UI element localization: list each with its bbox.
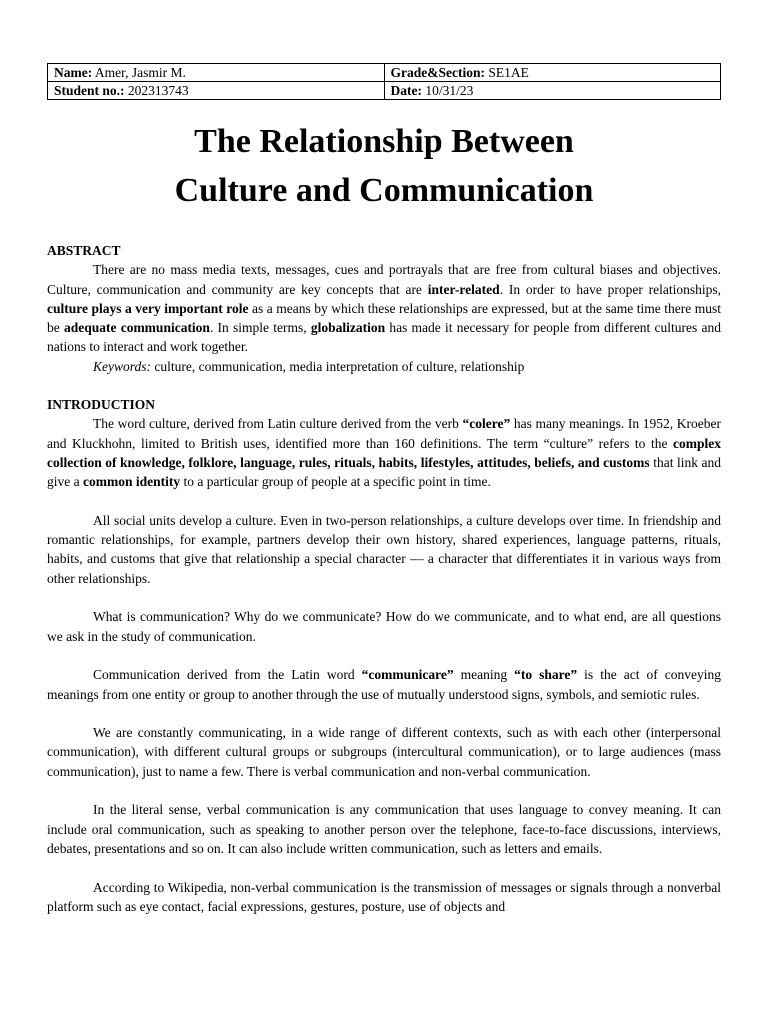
intro-p1-bold-1: “colere”	[462, 416, 511, 432]
spacer	[47, 704, 721, 723]
keywords-label: Keywords:	[93, 358, 151, 374]
grade-section-value: SE1AE	[488, 65, 529, 80]
abstract-bold-3: adequate communication	[63, 320, 210, 336]
spacer	[47, 588, 721, 607]
student-no-label: Student no.:	[54, 83, 125, 98]
spacer	[47, 858, 721, 877]
intro-p4-bold-2: “to share”	[514, 667, 578, 683]
intro-paragraph-4	[47, 665, 721, 704]
date-label: Date:	[390, 83, 422, 98]
abstract-text-1: There are no mass media texts, messages, cues and portrayals that are free from cultural biases and objectives. Culture, communication and community are key concepts that are	[47, 262, 721, 297]
spacer	[47, 376, 721, 395]
abstract-text-4: . In simple terms,	[209, 320, 311, 336]
student-no-value: 202313743	[127, 83, 189, 98]
spacer	[47, 646, 721, 665]
info-row-1	[48, 64, 721, 82]
spacer	[47, 492, 721, 511]
intro-p1-text-1: The word culture, derived from Latin culture derived from the verb	[93, 416, 463, 432]
date-cell	[384, 82, 721, 100]
info-row-2	[48, 82, 721, 100]
name-label: Name:	[54, 65, 93, 80]
intro-p4-text-3: is the act of conveying meanings from one entity or group to another through the use of mutually understood signs, symbols, and semiotic rules.	[47, 667, 721, 702]
intro-paragraph-1	[47, 414, 721, 491]
intro-p1-text-3: that link and give a	[47, 454, 721, 490]
intro-paragraph-7: According to Wikipedia, non-verbal communication is the transmission of messages or signals through a nonverbal platform such as eye contact, facial expressions, gestures, posture, use of objects and	[47, 879, 721, 914]
intro-p1-text-2: has many meanings. In 1952, Kroeber and Kluckhohn, limited to British uses, identified more than 160 definitions. The term “culture” refers to the	[47, 416, 722, 451]
abstract-heading: ABSTRACT	[47, 243, 121, 258]
title-line-1: The Relationship Between	[194, 123, 574, 160]
intro-p4-bold-1: “communicare”	[361, 667, 454, 683]
keywords-line	[47, 357, 721, 376]
intro-p4-text-2: meaning	[453, 667, 515, 683]
intro-p4-text-1: Communication derived from the Latin word	[93, 667, 362, 683]
abstract-text-3: as a means by which these relationships are expressed, but at the same time there must be	[47, 300, 722, 336]
name-cell	[48, 64, 385, 82]
document-title	[47, 117, 721, 215]
intro-paragraph-5: We are constantly communicating, in a wide range of different contexts, such as with each other (interpersonal communication), with different cultural groups or subgroups (intercultural communication), or to large audiences (mass communication), just to name a few. There is verbal communication and non-verbal communication.	[47, 725, 721, 779]
student-no-cell	[48, 82, 385, 100]
keywords-value: culture, communication, media interpretation of culture, relationship	[151, 358, 525, 374]
abstract-bold-4: globalization	[310, 320, 386, 336]
intro-paragraph-2: All social units develop a culture. Even in two-person relationships, a culture develops over time. In friendship and romantic relationships, for example, partners develop their own history, shared experiences, language patterns, rituals, habits, and customs that give that relationship a special character — a character that differentiates it in various ways from other relationships.	[47, 512, 721, 586]
student-info-table	[47, 63, 721, 100]
intro-p1-text-4: to a particular group of people at a specific point in time.	[180, 474, 491, 490]
document-page	[47, 63, 721, 916]
abstract-text-2: . In order to have proper relationships,	[499, 281, 721, 297]
title-line-2: Culture and Communication	[174, 172, 594, 209]
grade-section-label: Grade&Section:	[390, 65, 485, 80]
name-value: Amer, Jasmir M.	[94, 65, 186, 80]
abstract-bold-1: inter-related	[427, 281, 500, 297]
abstract-paragraph	[47, 260, 721, 356]
intro-paragraph-6: In the literal sense, verbal communication is any communication that uses language to convey meaning. It can include oral communication, such as speaking to another person over the telephone, face-to-face discussions, interviews, debates, presentations and so on. It can also include written communication, such as letters and emails.	[47, 802, 721, 856]
grade-section-cell	[384, 64, 721, 82]
intro-p1-bold-2: complex collection of knowledge, folklore, language, rules, rituals, habits, lifestyles, attitudes, beliefs, and customs	[47, 435, 721, 470]
abstract-text-5: has made it necessary for people from different cultures and nations to interact and work together.	[47, 320, 721, 355]
abstract-bold-2: culture plays a very important role	[47, 300, 249, 316]
spacer	[47, 781, 721, 800]
date-value: 10/31/23	[425, 83, 474, 98]
intro-p1-bold-3: common identity	[83, 474, 181, 490]
introduction-heading: INTRODUCTION	[47, 397, 156, 413]
intro-paragraph-3: What is communication? Why do we communicate? How do we communicate, and to what end, are all questions we ask in the study of communication.	[47, 609, 721, 644]
